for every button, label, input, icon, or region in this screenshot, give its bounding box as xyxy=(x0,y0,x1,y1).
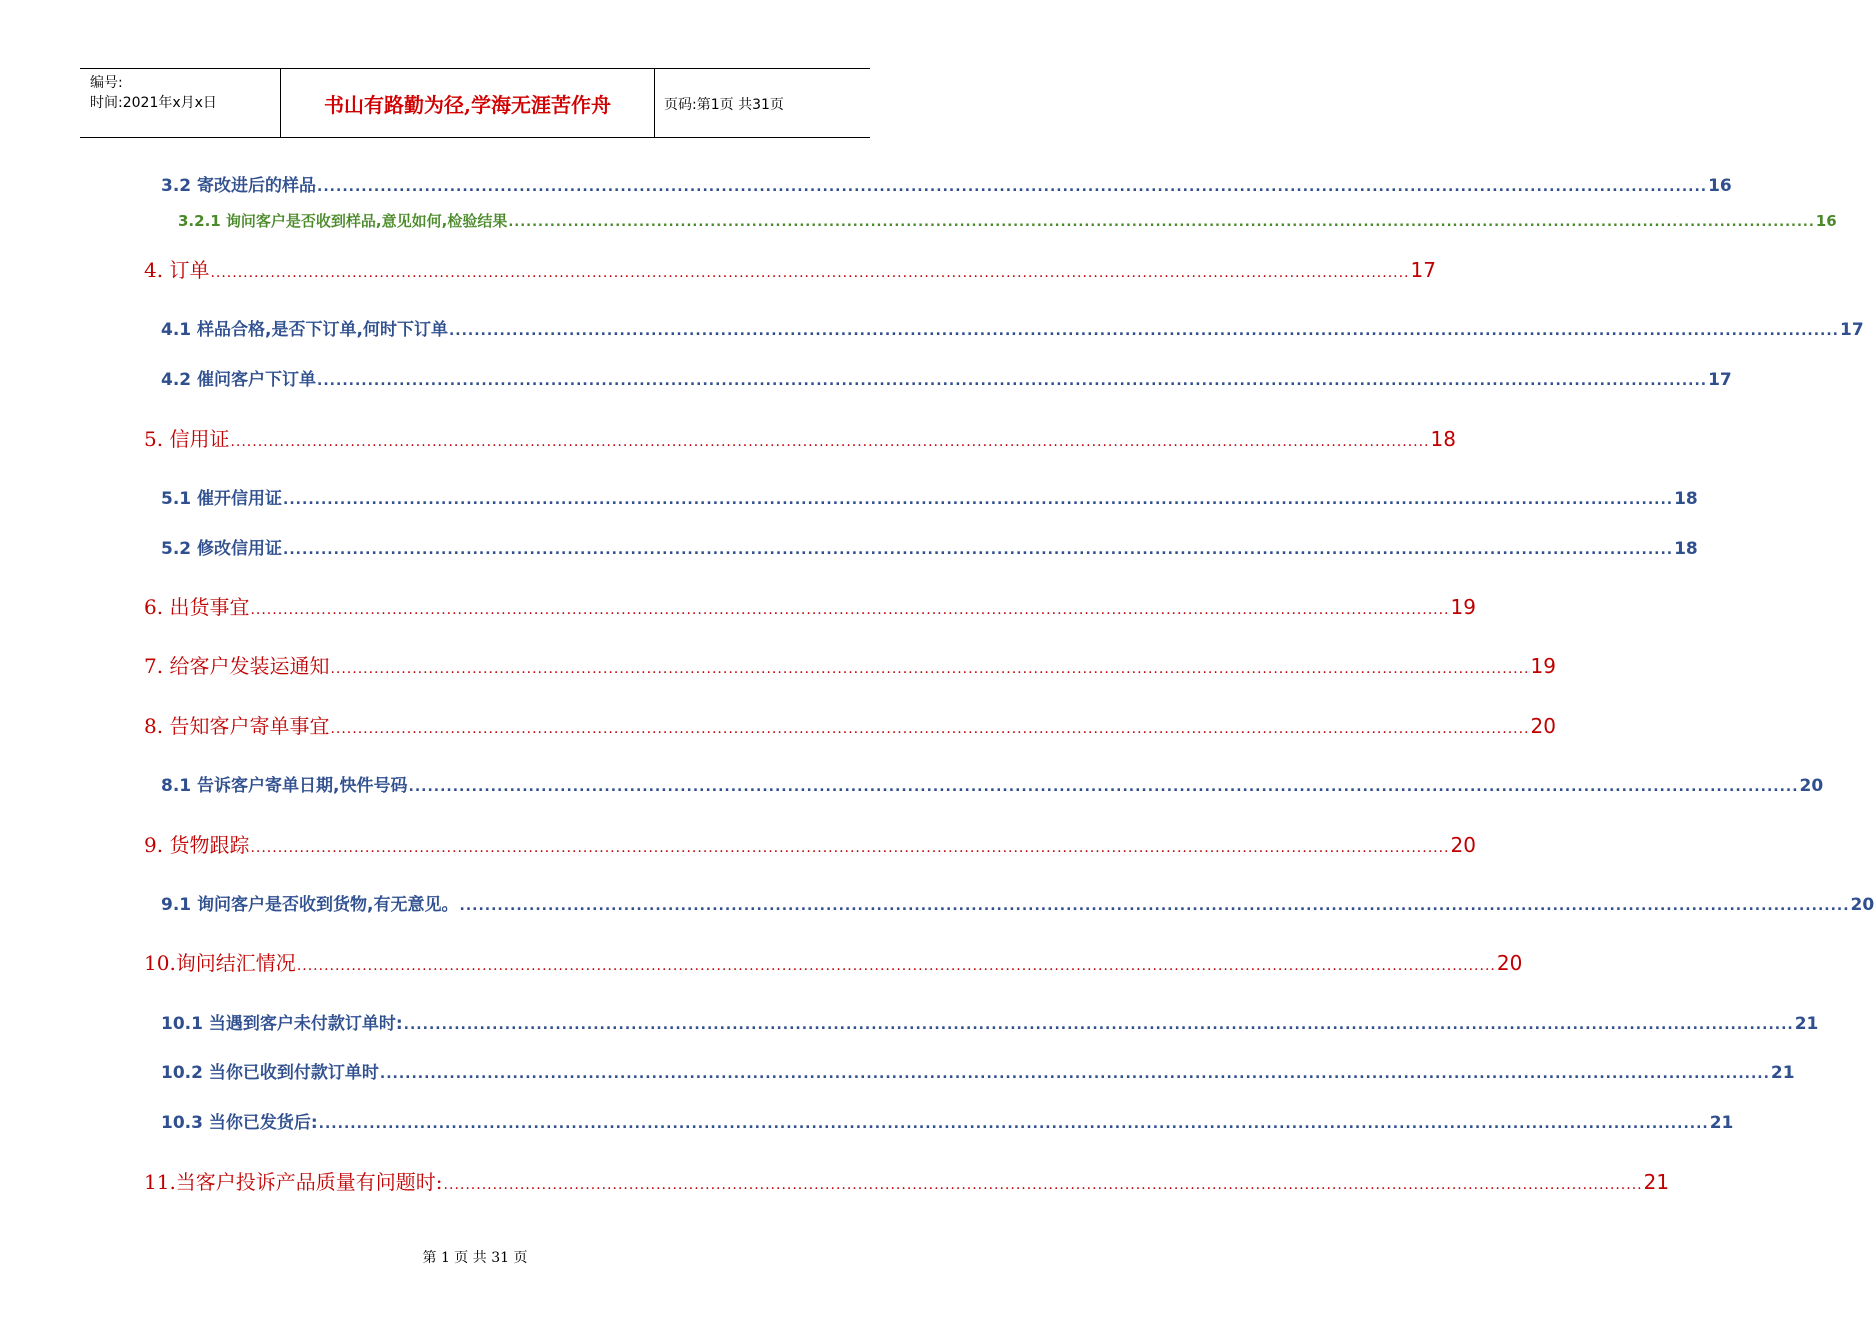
toc-dot-leader: ............................................................................................................................................................................................................................ xyxy=(283,542,1674,558)
toc-entry-title: 3.2.1 询问客户是否收到样品,意见如何,检验结果 xyxy=(178,212,508,230)
toc-dot-leader: ............................................................................................................................................................................................................................ xyxy=(443,1177,1643,1193)
toc-entry-10-2[interactable] xyxy=(161,1058,1795,1083)
header-motto: 书山有路勤为径,学海无涯苦作舟 xyxy=(324,93,611,117)
toc-dot-leader: ............................................................................................................................................................................................................................ xyxy=(459,898,1850,914)
toc-entry-page: 21 xyxy=(1770,1063,1795,1083)
toc-entry-9-1[interactable] xyxy=(161,890,1874,915)
toc-entry-title: 9. 货物跟踪 xyxy=(144,833,250,857)
toc-entry-page: 17 xyxy=(1840,320,1864,340)
toc-entry-page: 16 xyxy=(1708,176,1732,196)
toc-entry-4[interactable] xyxy=(144,254,1436,283)
toc-entry-title: 3.2 寄改进后的样品 xyxy=(161,176,317,196)
toc-entry-page: 20 xyxy=(1530,714,1556,738)
toc-entry-10[interactable] xyxy=(144,947,1523,976)
document-time-label: 时间:2021年x月x日 xyxy=(90,95,217,111)
toc-entry-page: 18 xyxy=(1674,539,1698,559)
toc-dot-leader: ............................................................................................................................................................................................................................ xyxy=(508,215,1815,230)
toc-entry-5-1[interactable] xyxy=(161,484,1698,509)
toc-dot-leader: ............................................................................................................................................................................................................................ xyxy=(250,602,1450,618)
toc-entry-5-2[interactable] xyxy=(161,534,1698,559)
toc-entry-4-1[interactable] xyxy=(161,315,1864,340)
toc-entry-title: 10.2 当你已收到付款订单时 xyxy=(161,1063,379,1083)
toc-entry-9[interactable] xyxy=(144,829,1476,858)
toc-entry-title: 5. 信用证 xyxy=(144,427,230,451)
toc-dot-leader: ............................................................................................................................................................................................................................ xyxy=(210,265,1410,281)
toc-entry-title: 4.1 样品合格,是否下订单,何时下订单 xyxy=(161,320,448,340)
toc-entry-title: 8.1 告诉客户寄单日期,快件号码 xyxy=(161,776,408,796)
toc-entry-page: 21 xyxy=(1794,1014,1819,1034)
header-right-cell xyxy=(655,69,870,137)
toc-entry-page: 19 xyxy=(1530,654,1556,678)
toc-entry-title: 10.3 当你已发货后: xyxy=(161,1113,318,1133)
toc-entry-8-1[interactable] xyxy=(161,771,1824,796)
toc-entry-title: 8. 告知客户寄单事宜 xyxy=(144,714,330,738)
toc-dot-leader: ............................................................................................................................................................................................................................ xyxy=(448,323,1839,339)
toc-dot-leader: ............................................................................................................................................................................................................................ xyxy=(230,434,1430,450)
document-number-label: 编号: xyxy=(90,75,123,91)
toc-entry-3-2-1[interactable] xyxy=(178,210,1837,231)
toc-entry-6[interactable] xyxy=(144,591,1476,620)
header-left-cell xyxy=(80,69,281,137)
toc-entry-page: 16 xyxy=(1815,212,1837,230)
toc-entry-page: 20 xyxy=(1850,895,1874,915)
toc-entry-page: 18 xyxy=(1674,489,1698,509)
toc-dot-leader: ............................................................................................................................................................................................................................ xyxy=(330,661,1530,677)
toc-entry-7[interactable] xyxy=(144,650,1556,679)
toc-entry-page: 21 xyxy=(1709,1113,1734,1133)
toc-entry-8[interactable] xyxy=(144,710,1556,739)
toc-entry-title: 7. 给客户发装运通知 xyxy=(144,654,330,678)
toc-dot-leader: ............................................................................................................................................................................................................................ xyxy=(283,492,1674,508)
toc-entry-page: 18 xyxy=(1430,427,1456,451)
header-middle-cell xyxy=(281,69,655,137)
toc-entry-page: 21 xyxy=(1643,1170,1670,1194)
toc-entry-5[interactable] xyxy=(144,423,1456,452)
toc-entry-page: 20 xyxy=(1799,776,1824,796)
toc-entry-title: 10.1 当遇到客户未付款订单时: xyxy=(161,1014,403,1034)
page-footer: 第 1 页 共 31 页 xyxy=(422,1250,528,1266)
toc-dot-leader: ............................................................................................................................................................................................................................ xyxy=(296,958,1496,974)
toc-dot-leader: ............................................................................................................................................................................................................................ xyxy=(318,1116,1709,1132)
toc-entry-10-1[interactable] xyxy=(161,1009,1819,1034)
toc-dot-leader: ............................................................................................................................................................................................................................ xyxy=(250,840,1450,856)
toc-entry-page: 20 xyxy=(1450,833,1476,857)
toc-dot-leader: ............................................................................................................................................................................................................................ xyxy=(317,373,1708,389)
toc-dot-leader: ............................................................................................................................................................................................................................ xyxy=(317,179,1708,195)
toc-entry-10-3[interactable] xyxy=(161,1108,1734,1133)
page-header xyxy=(80,68,870,138)
toc-entry-title: 4.2 催问客户下订单 xyxy=(161,370,317,390)
toc-entry-title: 6. 出货事宜 xyxy=(144,595,250,619)
toc-entry-title: 9.1 询问客户是否收到货物,有无意见。 xyxy=(161,895,459,915)
toc-entry-3-2[interactable] xyxy=(161,171,1732,196)
toc-dot-leader: ............................................................................................................................................................................................................................ xyxy=(403,1017,1794,1033)
toc-entry-title: 5.1 催开信用证 xyxy=(161,489,283,509)
header-page-info: 页码:第1页 共31页 xyxy=(664,97,784,113)
toc-entry-title: 11.当客户投诉产品质量有问题时: xyxy=(144,1170,443,1194)
toc-entry-page: 19 xyxy=(1450,595,1476,619)
toc-entry-page: 17 xyxy=(1410,258,1436,282)
toc-entry-title: 4. 订单 xyxy=(144,258,210,282)
toc-entry-11[interactable] xyxy=(144,1166,1670,1195)
toc-dot-leader: ............................................................................................................................................................................................................................ xyxy=(379,1066,1770,1082)
toc-entry-page: 17 xyxy=(1708,370,1732,390)
toc-entry-4-2[interactable] xyxy=(161,365,1732,390)
toc-dot-leader: ............................................................................................................................................................................................................................ xyxy=(330,721,1530,737)
toc-entry-title: 10.询问结汇情况 xyxy=(144,951,296,975)
toc-entry-title: 5.2 修改信用证 xyxy=(161,539,283,559)
toc-entry-page: 20 xyxy=(1496,951,1523,975)
toc-dot-leader: ............................................................................................................................................................................................................................ xyxy=(408,779,1799,795)
